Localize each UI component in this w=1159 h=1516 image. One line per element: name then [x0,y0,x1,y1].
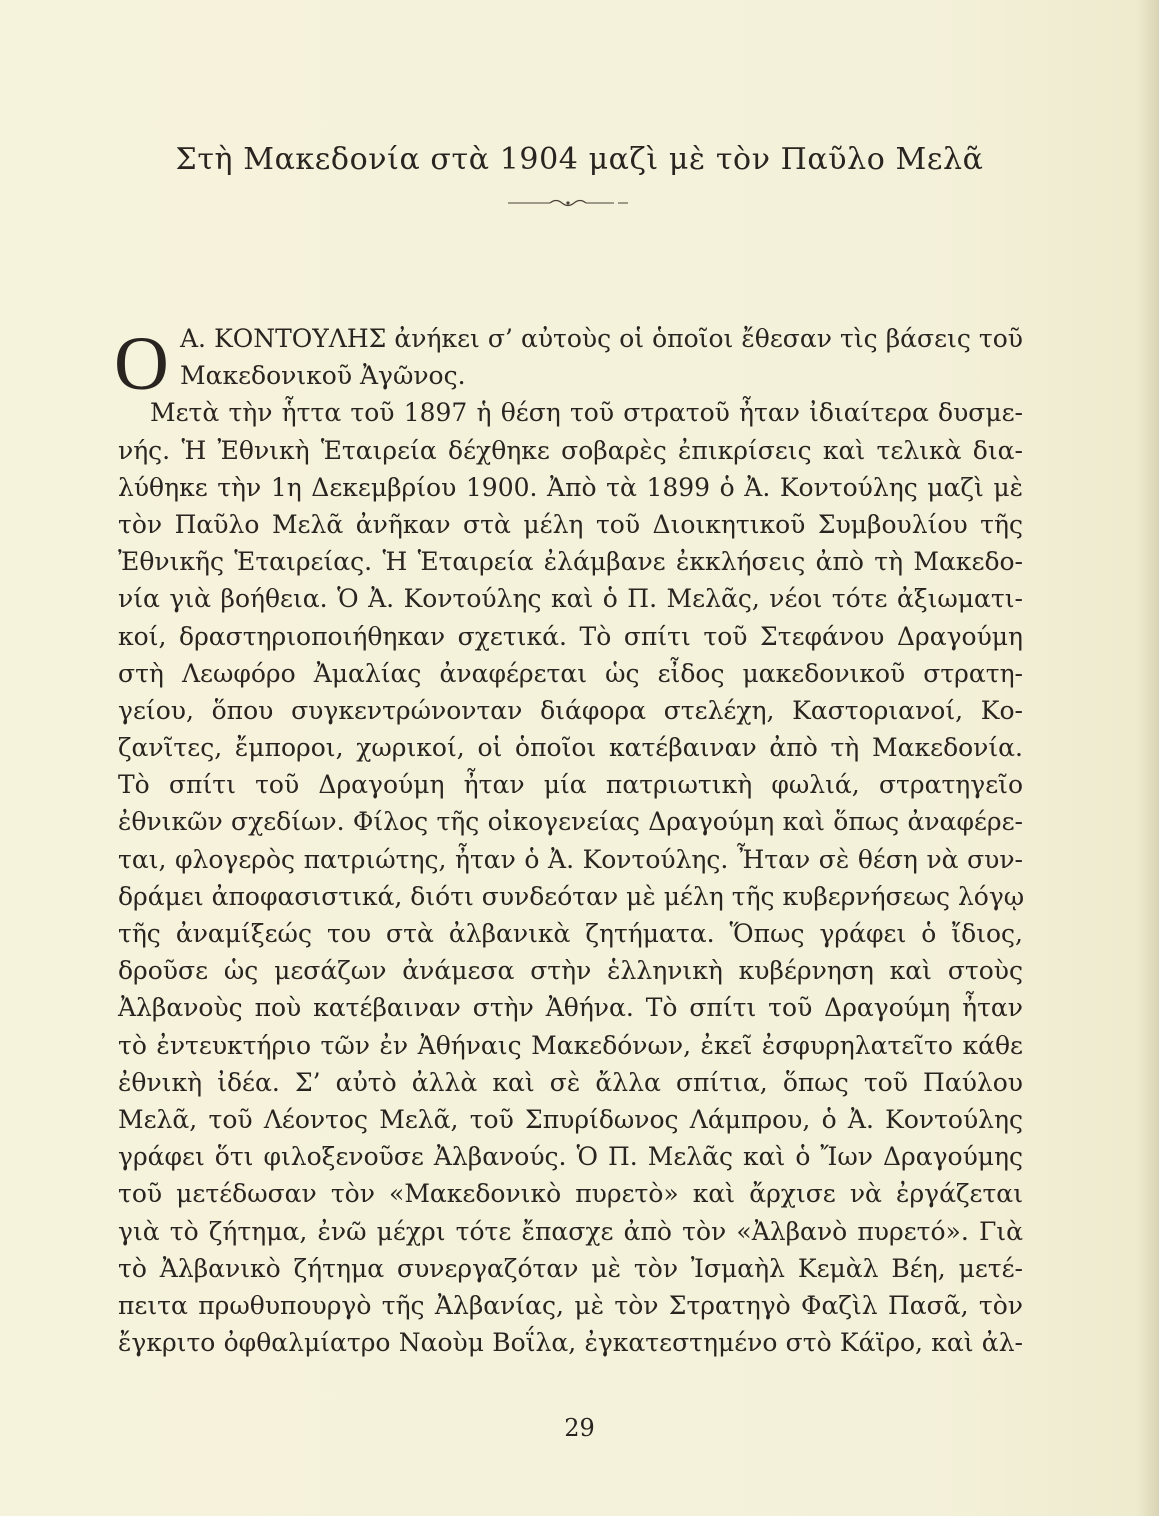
text-line: ἐθνικῶν σχεδίων. Φίλος τῆς οἰκογενείας Δραγούμη καὶ ὅπως ἀναφέρε- [118,807,1023,837]
text-line: ἔγκριτο ὀφθαλμίατρο Ναοὺμ Βοΐλα, ἐγκατεστημένο στὸ Κάϊρο, καὶ ἀλ- [118,1328,1023,1358]
text-line: στὴ Λεωφόρο Ἀμαλίας ἀναφέρεται ὡς εἶδος μακεδονικοῦ στρατη- [118,658,1023,688]
title-ornament [508,196,628,210]
text-line: Τὸ σπίτι τοῦ Δραγούμη ἦταν μία πατριωτικὴ φωλιά, στρατηγεῖο [118,770,1023,800]
text-line: λύθηκε τὴν 1η Δεκεμβρίου 1900. Ἀπὸ τὰ 1899 ὁ Ἀ. Κοντούλης μαζὶ μὲ [118,472,1023,502]
body-text [118,320,1023,1361]
chapter-title: Στὴ Μακεδονία στὰ 1904 μαζὶ μὲ τὸν Παῦλο Μελᾶ [175,142,984,177]
text-line: τῆς ἀναμίξεώς του στὰ ἀλβανικὰ ζητήματα. Ὅπως γράφει ὁ ἴδιος, [118,919,1023,948]
text-line: Α. ΚΟΝΤΟΥΛΗΣ ἀνήκει σ’ αὐτοὺς οἱ ὁποῖοι ἔθεσαν τὶς βάσεις τοῦ [180,324,1023,353]
text-line: ται, φλογερὸς πατριώτης, ἦταν ὁ Ἀ. Κοντούλης. Ἦταν σὲ θέση νὰ συν- [118,844,1023,874]
text-line: Ἀλβανοὺς ποὺ κατέβαιναν στὴν Ἀθήνα. Τὸ σπίτι τοῦ Δραγούμη ἦταν [118,993,1023,1023]
text-line: τοῦ μετέδωσαν τὸν «Μακεδονικὸ πυρετὸ» καὶ ἄρχισε νὰ ἐργάζεται [118,1179,1023,1209]
text-line: πειτα πρωθυπουργὸ τῆς Ἀλβανίας, μὲ τὸν Στρατηγὸ Φαζὶλ Πασᾶ, τὸν [118,1290,1023,1320]
text-line: δράμει ἀποφασιστικά, διότι συνδεόταν μὲ μέλη τῆς κυβερνήσεως λόγῳ [118,881,1025,911]
drop-cap-letter: O [114,322,169,406]
text-line: γείου, ὅπου συγκεντρώνονταν διάφορα στελέχη, Καστοριανοί, Κο- [118,695,1023,725]
page-number: 29 [564,1414,595,1442]
text-line: Μακεδονικοῦ Ἀγῶνος. [180,361,466,391]
text-line: ζανῖτες, ἔμποροι, χωρικοί, οἱ ὁποῖοι κατέβαιναν ἀπὸ τὴ Μακεδονία. [118,733,1023,763]
text-line: ἐθνικὴ ἰδέα. Σ’ αὐτὸ ἀλλὰ καὶ σὲ ἄλλα σπίτια, ὅπως τοῦ Παύλου [118,1067,1023,1097]
text-line: τὸν Παῦλο Μελᾶ ἀνῆκαν στὰ μέλη τοῦ Διοικητικοῦ Συμβουλίου τῆς [118,509,1023,539]
text-line: Μελᾶ, τοῦ Λέοντος Μελᾶ, τοῦ Σπυρίδωνος Λάμπρου, ὁ Ἀ. Κοντούλης [118,1104,1023,1134]
text-line: Μετὰ τὴν ἧττα τοῦ 1897 ἡ θέση τοῦ στρατοῦ ἦταν ἰδιαίτερα δυσμε- [150,398,1023,428]
text-line: δροῦσε ὡς μεσάζων ἀνάμεσα στὴν ἑλληνικὴ κυβέρνηση καὶ στοὺς [118,956,1023,986]
text-line: νία γιὰ βοήθεια. Ὁ Ἀ. Κοντούλης καὶ ὁ Π. Μελᾶς, νέοι τότε ἀξιωματι- [118,584,1023,614]
page-edge-shadow [1137,0,1159,1516]
text-line: γράφει ὅτι φιλοξενοῦσε Ἀλβανούς. Ὁ Π. Μελᾶς καὶ ὁ Ἴων Δραγούμης [118,1142,1023,1172]
text-line: κοί, δραστηριοποιήθηκαν σχετικά. Τὸ σπίτι τοῦ Στεφάνου Δραγούμη [118,621,1023,651]
text-line: τὸ ἐντευκτήριο τῶν ἐν Ἀθήναις Μακεδόνων, ἐκεῖ ἐσφυρηλατεῖτο κάθε [118,1030,1023,1060]
text-line: τὸ Ἀλβανικὸ ζήτημα συνεργαζόταν μὲ τὸν Ἰσμαὴλ Κεμὰλ Βέη, μετέ- [118,1253,1023,1283]
text-line: νής. Ἡ Ἐθνικὴ Ἑταιρεία δέχθηκε σοβαρὲς ἐπικρίσεις καὶ τελικὰ δια- [118,435,1023,465]
text-line: γιὰ τὸ ζήτημα, ἐνῶ μέχρι τότε ἔπασχε ἀπὸ τὸν «Ἀλβανὸ πυρετό». Γιὰ [118,1216,1023,1246]
text-line: Ἐθνικῆς Ἑταιρείας. Ἡ Ἑταιρεία ἐλάμβανε ἐκκλήσεις ἀπὸ τὴ Μακεδο- [118,547,1023,577]
